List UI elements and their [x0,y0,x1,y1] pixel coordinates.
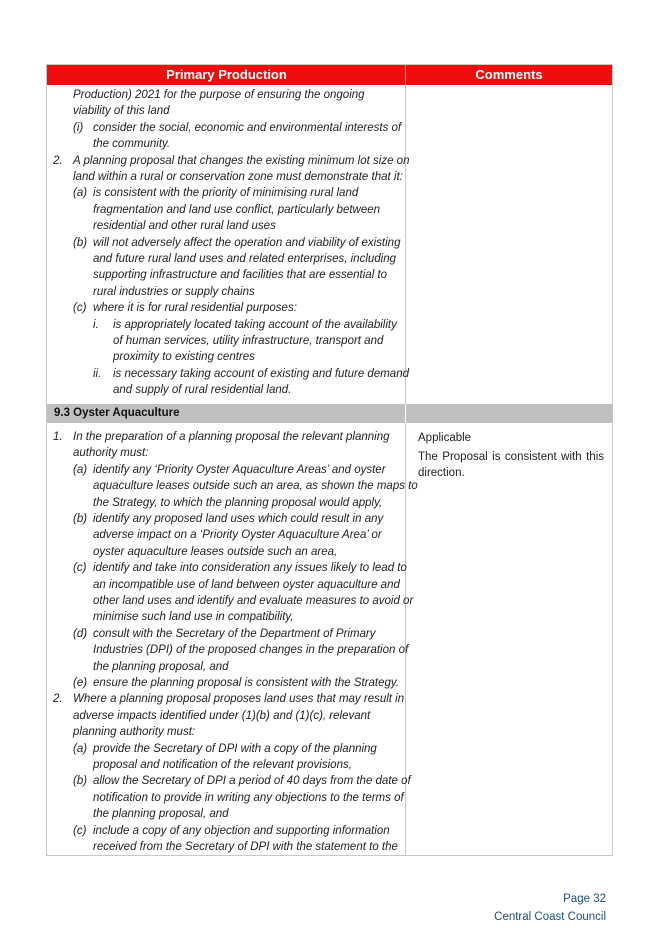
text-line: supporting infrastructure and facilities that are essential to [93,269,388,282]
text-line: is appropriately located taking account of the availability [113,318,397,331]
text-line: consider the social, economic and environmental interests of [93,121,402,134]
text-line: is necessary taking account of existing and future demand [113,367,409,380]
text-line: planning authority must: [73,726,196,739]
text-line: Industries (DPI) of the proposed changes in the preparation of [93,644,409,657]
text-line: include a copy of any objection and supporting information [93,824,390,837]
list-marker: (b) [73,236,88,249]
header-comments: Comments [475,67,543,82]
text-line: the Strategy, to which the planning proposal would apply, [93,496,383,509]
text-line: adverse impacts identified under (1)(b) and (1)(c), relevant [73,709,371,722]
text-line: adverse impact on a ‘Priority Oyster Aquaculture Area’ or [93,529,382,542]
section-title: 9.3 Oyster Aquaculture [54,407,180,419]
list-marker: (c) [73,302,87,315]
text-line: aquaculture leases outside such an area, as shown the maps to [93,480,418,493]
text-line: identify any ‘Priority Oyster Aquaculture Areas’ and oyster [93,463,386,476]
section-divider [405,404,406,423]
text-line: oyster aquaculture leases outside such an area, [93,545,338,558]
text-line: consult with the Secretary of the Department of Primary [93,627,376,640]
primary-production-table [46,64,613,856]
list-marker: (c) [73,562,87,575]
comment-applicable: Applicable [418,432,472,444]
text-line: In the preparation of a planning proposal the relevant planning [73,431,390,443]
page-number: Page 32 [563,893,606,905]
list-marker: (d) [73,627,88,640]
list-marker: (a) [73,187,88,200]
text-line: A planning proposal that changes the existing minimum lot size on [73,154,410,167]
text-line: an incompatible use of land between oyster aquaculture and [93,578,400,591]
section-row-oyster-aquaculture [47,404,612,423]
table-header [47,65,612,85]
list-marker: (a) [73,463,88,476]
text-line: land within a rural or conservation zone must demonstrate that it: [73,171,403,183]
text-line: received from the Secretary of DPI with the statement to the [93,841,398,853]
text-line: Production) 2021 for the purpose of ensuring the ongoing [73,89,365,101]
text-line: other land uses and identify and evaluate measures to avoid or [93,595,414,607]
text-line: and supply of rural residential land. [113,384,292,397]
list-marker: ii. [93,367,102,380]
text-line: where it is for rural residential purposes: [93,302,297,315]
list-marker: (i) [73,121,84,134]
footer-organisation: Central Coast Council [494,911,606,923]
text-line: proposal and notification of the relevant provisions, [93,759,352,771]
text-line: viability of this land [73,105,170,118]
list-marker: (a) [73,742,88,755]
text-line: identify and take into consideration any issues likely to lead to [93,562,407,575]
list-marker: 2. [53,693,63,706]
text-line: fragmentation and land use conflict, particularly between [93,203,381,216]
text-line: ensure the planning proposal is consistent with the Strategy. [93,677,399,689]
text-line: allow the Secretary of DPI a period of 40 days from the date of [93,775,411,788]
header-primary-production: Primary Production [166,67,287,82]
text-line: authority must: [73,447,149,460]
column-divider [405,65,406,855]
text-line: the planning proposal, and [93,808,229,821]
text-line: notification to provide in writing any objections to the terms of [93,791,404,804]
text-line: the planning proposal, and [93,660,229,673]
text-line: is consistent with the priority of minimising rural land [93,187,359,200]
text-line: identify any proposed land uses which could result in any [93,513,384,525]
text-line: minimise such land use in compatibility, [93,611,294,624]
text-line: Where a planning proposal proposes land uses that may result in [73,693,405,706]
list-marker: (b) [73,775,88,788]
text-line: the community. [93,138,171,151]
list-marker: 1. [53,431,63,443]
text-line: provide the Secretary of DPI with a copy of the planning [93,742,377,755]
text-line: proximity to existing centres [113,351,255,364]
list-marker: (c) [73,824,87,837]
list-marker: (e) [73,677,88,689]
text-line: residential and other rural land uses [93,220,276,233]
list-marker: 2. [53,154,63,167]
text-line: will not adversely affect the operation and viability of existing [93,236,401,249]
list-marker: (b) [73,513,88,525]
text-line: of human services, utility infrastructure, transport and [113,335,384,347]
text-line: rural industries or supply chains [93,285,255,298]
list-marker: i. [93,318,99,331]
text-line: and future rural land uses and related enterprises, including [93,253,397,265]
comment-consistency: The Proposal is consistent with this direction. [418,451,604,479]
